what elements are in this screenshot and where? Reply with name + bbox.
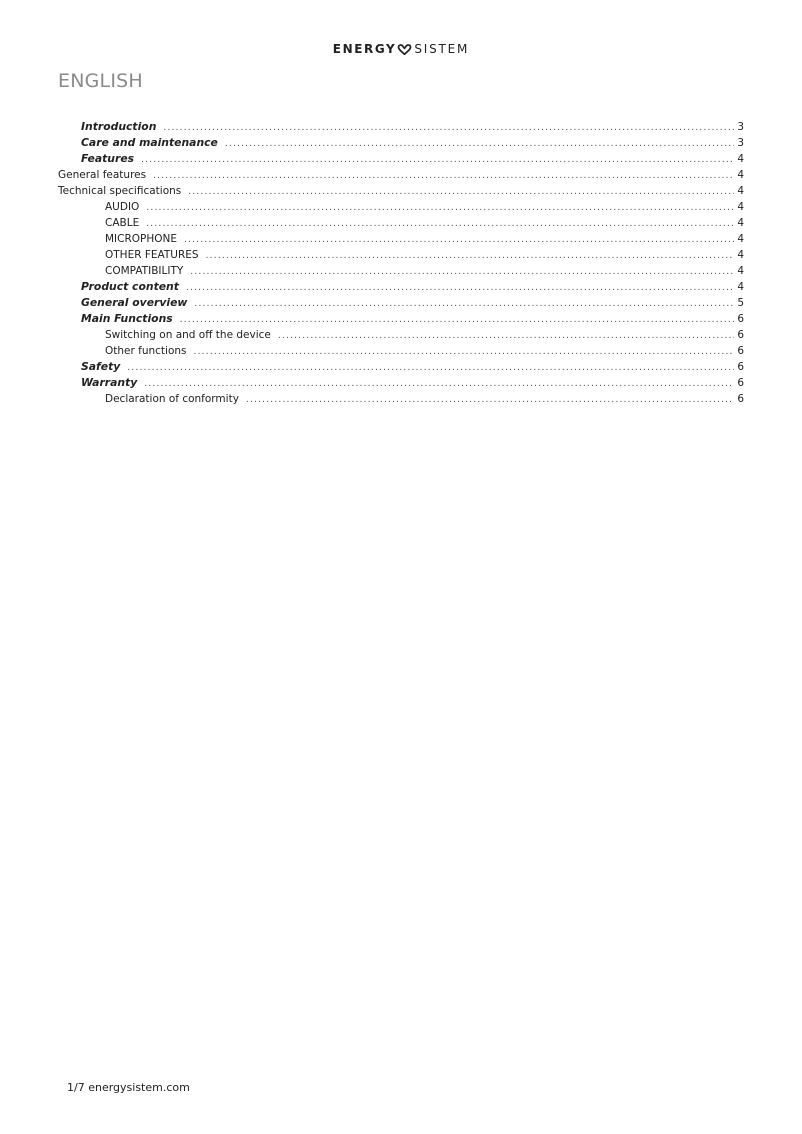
toc-entry-label: Technical specifications xyxy=(58,185,182,197)
toc-leader-dots xyxy=(194,344,735,360)
toc-entry-page: 4 xyxy=(737,217,744,229)
toc-leader-dots xyxy=(141,152,734,168)
toc-entry[interactable] xyxy=(105,247,744,263)
toc-entry[interactable] xyxy=(105,263,744,279)
toc-entry-page: 6 xyxy=(737,313,744,325)
toc-entry[interactable] xyxy=(81,119,744,135)
toc-entry-label: Other functions xyxy=(105,345,187,357)
toc-leader-dots xyxy=(153,168,734,184)
toc-entry-label: Safety xyxy=(81,360,121,373)
brand-logo xyxy=(0,42,802,56)
toc-leader-dots xyxy=(146,216,734,232)
toc-entry-label: Features xyxy=(81,152,135,165)
toc-entry[interactable] xyxy=(105,391,744,407)
toc-entry-label: Product content xyxy=(81,280,179,293)
toc-leader-dots xyxy=(184,232,734,248)
toc-entry[interactable] xyxy=(58,183,744,199)
toc-entry-label: Introduction xyxy=(81,120,157,133)
toc-entry-page: 4 xyxy=(737,249,744,261)
toc-leader-dots xyxy=(225,136,734,152)
toc-entry-label: Warranty xyxy=(81,376,138,389)
toc-leader-dots xyxy=(146,200,734,216)
toc-entry[interactable] xyxy=(81,359,744,375)
toc-leader-dots xyxy=(246,392,734,408)
page-footer: 1/7 energysistem.com xyxy=(67,1081,190,1094)
toc-entry-page: 4 xyxy=(737,201,744,213)
toc-leader-dots xyxy=(186,280,734,296)
toc-entry[interactable] xyxy=(105,343,744,359)
toc-leader-dots xyxy=(206,248,735,264)
toc-entry-page: 5 xyxy=(737,297,744,309)
toc-entry-page: 6 xyxy=(737,393,744,405)
toc-entry-page: 3 xyxy=(737,121,744,133)
toc-entry-label: AUDIO xyxy=(105,201,140,213)
brand-name-right: SISTEM xyxy=(414,42,470,56)
toc-leader-dots xyxy=(278,328,734,344)
toc-entry[interactable] xyxy=(58,167,744,183)
toc-entry-page: 4 xyxy=(737,185,744,197)
toc-entry-label: General overview xyxy=(81,296,188,309)
toc-entry-page: 4 xyxy=(737,265,744,277)
brand-name-left: ENERGY xyxy=(332,42,397,56)
toc-entry[interactable] xyxy=(105,215,744,231)
toc-entry-label: Main Functions xyxy=(81,312,173,325)
toc-entry[interactable] xyxy=(81,375,744,391)
toc-entry-label: OTHER FEATURES xyxy=(105,249,199,261)
toc-entry-page: 6 xyxy=(737,377,744,389)
toc-entry-label: CABLE xyxy=(105,217,140,229)
toc-entry-page: 4 xyxy=(737,169,744,181)
toc-entry[interactable] xyxy=(105,199,744,215)
toc-entry-page: 4 xyxy=(737,233,744,245)
toc-entry[interactable] xyxy=(81,311,744,327)
toc-entry-page: 6 xyxy=(737,329,744,341)
heart-v-icon xyxy=(397,44,412,55)
toc-entry[interactable] xyxy=(81,279,744,295)
toc-leader-dots xyxy=(194,296,734,312)
toc-entry[interactable] xyxy=(81,135,744,151)
language-title: ENGLISH xyxy=(58,70,143,92)
toc-entry-label: Care and maintenance xyxy=(81,136,218,149)
toc-leader-dots xyxy=(190,264,734,280)
toc-entry-label: Declaration of conformity xyxy=(105,393,239,405)
toc-entry-label: COMPATIBILITY xyxy=(105,265,184,277)
toc-entry[interactable] xyxy=(105,231,744,247)
toc-entry-page: 3 xyxy=(737,137,744,149)
toc-entry-page: 4 xyxy=(737,281,744,293)
toc-entry-label: MICROPHONE xyxy=(105,233,178,245)
toc-entry[interactable] xyxy=(81,151,744,167)
toc-leader-dots xyxy=(163,120,734,136)
toc-entry-page: 6 xyxy=(737,345,744,357)
toc-leader-dots xyxy=(144,376,734,392)
toc-leader-dots xyxy=(127,360,734,376)
toc-entry-page: 4 xyxy=(737,153,744,165)
toc-leader-dots xyxy=(188,184,734,200)
toc-entry-page: 6 xyxy=(737,361,744,373)
toc-entry[interactable] xyxy=(81,295,744,311)
toc-entry-label: General features xyxy=(58,169,147,181)
toc-entry-label: Switching on and off the device xyxy=(105,329,271,341)
toc-entry[interactable] xyxy=(105,327,744,343)
toc-leader-dots xyxy=(180,312,735,328)
